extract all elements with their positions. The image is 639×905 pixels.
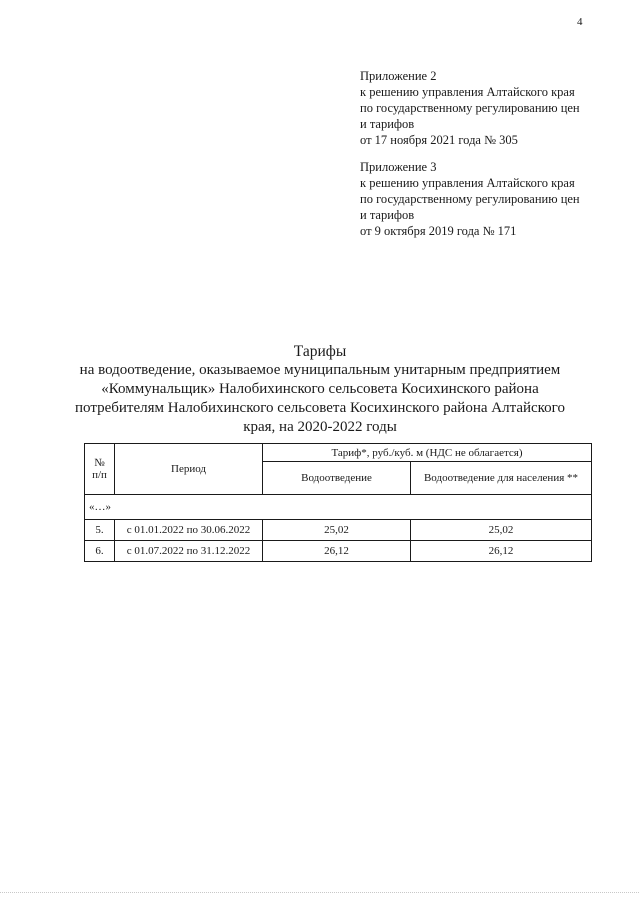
title-line: края, на 2020-2022 годы <box>243 419 397 435</box>
table-row <box>85 541 592 562</box>
annex-3-line: Приложение 3 <box>360 160 437 174</box>
cell-num: 6. <box>85 541 115 562</box>
cell-water: 25,02 <box>263 520 411 541</box>
header-water-population: Водоотведение для населения ** <box>411 462 592 495</box>
cell-water-population: 25,02 <box>411 520 592 541</box>
annex-2-line: от 17 ноября 2021 года № 305 <box>360 133 518 147</box>
header-num: № п/п <box>85 444 115 495</box>
tariffs-table <box>84 443 592 562</box>
table-row <box>85 495 592 520</box>
title-line: «Коммунальщик» Налобихинского сельсовета Косихинского района <box>101 381 539 397</box>
annex-2-header <box>360 68 630 148</box>
title-heading: Тарифы <box>293 343 347 360</box>
cell-period: с 01.01.2022 по 30.06.2022 <box>115 520 263 541</box>
ellipsis-cell: «…» <box>85 495 592 520</box>
header-period: Период <box>115 444 263 495</box>
annex-3-line: от 9 октября 2019 года № 171 <box>360 224 517 238</box>
annex-3-line: по государственному регулированию цен <box>360 192 580 206</box>
cell-water: 26,12 <box>263 541 411 562</box>
table-row <box>85 520 592 541</box>
annex-3-line: к решению управления Алтайского края <box>360 176 575 190</box>
table-header-row <box>85 444 592 462</box>
cell-num: 5. <box>85 520 115 541</box>
footer-divider <box>0 892 639 893</box>
title-line: на водоотведение, оказываемое муниципальным унитарным предприятием <box>79 362 561 378</box>
cell-period: с 01.07.2022 по 31.12.2022 <box>115 541 263 562</box>
annex-2-line: к решению управления Алтайского края <box>360 85 575 99</box>
header-water: Водоотведение <box>263 462 411 495</box>
page-number: 4 <box>577 16 583 28</box>
annex-2-line: по государственному регулированию цен <box>360 101 580 115</box>
document-title <box>60 342 580 437</box>
annex-3-header <box>360 159 630 239</box>
annex-2-line: Приложение 2 <box>360 69 437 83</box>
cell-water-population: 26,12 <box>411 541 592 562</box>
annex-2-line: и тарифов <box>360 117 415 131</box>
annex-3-line: и тарифов <box>360 208 415 222</box>
title-line: потребителям Налобихинского сельсовета Косихинского района Алтайского <box>75 400 565 416</box>
header-tariff-group: Тариф*, руб./куб. м (НДС не облагается) <box>263 444 592 462</box>
